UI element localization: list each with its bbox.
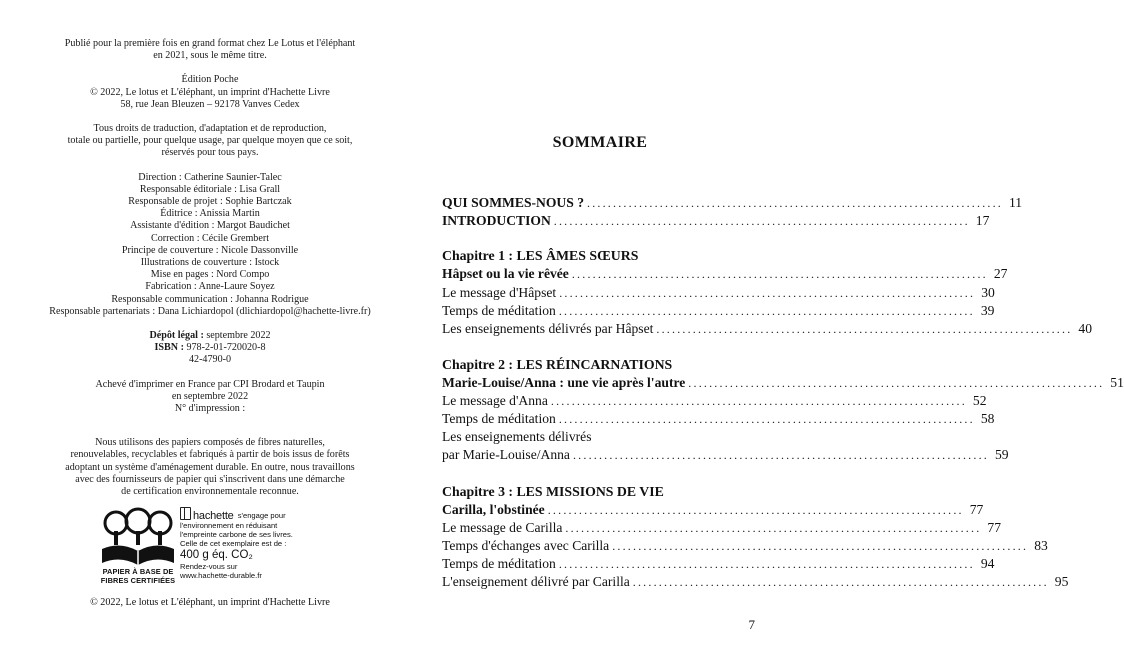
colophon [20,38,400,510]
toc-entry: Temps de méditation ................................................................................ 94 [442,556,995,571]
toc-entry: Les enseignements délivrés par Hâpset ................................................................................ 40 [442,321,1092,336]
legal-deposit: Dépôt légal : septembre 2022 ISBN : 978-2-01-720020-8 42-4790-0 [149,330,271,366]
copyright-line: © 2022, Le lotus et L'éléphant, un imprint d'Hachette Livre [90,597,330,608]
toc-entry: Le message de Carilla ................................................................................ 77 [442,520,1001,535]
toc-entry: QUI SOMMES-NOUS ? ................................................................................ 11 [442,195,1023,210]
edition-info: Édition Poche © 2022, Le lotus et L'éléphant, un imprint d'Hachette Livre 58, rue Jean Bleuzen – 92178 Vanves Cedex [90,74,330,110]
chapter-heading: Chapitre 1 : LES ÂMES SŒURS [442,248,639,263]
leader-dots: ................................................................................ [558,412,975,426]
toc-entry: L'enseignement délivré par Carilla ................................................................................ 95 [442,574,1069,589]
leader-dots: ................................................................................ [558,304,975,318]
leader-dots: ................................................................................ [587,196,1003,210]
leader-dots: ................................................................................ [612,539,1029,553]
certified-paper-icon [98,505,178,567]
chapter-heading: Chapitre 3 : LES MISSIONS DE VIE [442,484,664,499]
certified-fibers-label: PAPIER À BASE DE FIBRES CERTIFIÉES [100,567,176,585]
leader-dots: ................................................................................ [565,521,982,535]
toc-entry: Temps de méditation ................................................................................ 58 [442,411,995,426]
hachette-url: www.hachette-durable.fr [180,571,262,580]
toc-entry: Marie-Louise/Anna : une vie après l'autre ................................................................................ 51 [442,375,1124,390]
leader-dots: ................................................................................ [558,557,975,571]
leader-dots: ................................................................................ [550,394,967,408]
hachette-logo-icon [180,507,191,520]
hachette-commitment: hachette s'engage pour l'environnement en réduisant l'empreinte carbone de ses livres. Celle de cet exemplaire est de : 400 g éq. CO₂ Rendez-vous sur www.hachette-durable.fr [180,507,340,580]
leader-dots: ................................................................................ [688,376,1105,390]
leader-dots: ................................................................................ [559,286,976,300]
leader-dots: ................................................................................ [656,322,1073,336]
toc-title: SOMMAIRE [552,134,648,151]
toc-entry: Temps d'échanges avec Carilla ................................................................................ 83 [442,538,1048,553]
toc-entry: par Marie-Louise/Anna ................................................................................ 59 [442,447,1009,462]
page-number: 7 [748,617,755,632]
hachette-brand: hachette [193,510,234,522]
leader-dots: ................................................................................ [553,214,970,228]
toc-entry: Le message d'Hâpset ................................................................................ 30 [442,285,995,300]
toc-entry: Temps de méditation ................................................................................ 39 [442,303,995,318]
credits-list: Direction : Catherine Saunier-Talec Responsable éditoriale : Lisa Grall Responsable de projet : Sophie Bartczak Éditrice : Anissia Martin Assistante d'édition : Margot Baudichet Correction : Cécile Grembert Principe de couverture : Nicole Dassonville Illustrations de couverture : Istock Mise en pages : Nord Compo Fabrication : Anne-Laure Soyez Responsable communication : Johanna Rodrigue Responsable partenariats : Dana Lichiardopol (dlichiardopol@hachette-livre.fr) [49,171,371,317]
rights-notice: Tous droits de traduction, d'adaptation et de reproduction, totale ou partielle, pour quelque usage, par quelque moyen que ce soit, réservés pour tous pays. [67,123,353,159]
printing-info: Achevé d'imprimer en France par CPI Brodard et Taupin en septembre 2022 N° d'impression : [95,378,325,415]
environment-logo-block [98,505,338,595]
leader-dots: ................................................................................ [547,503,964,517]
leader-dots: ................................................................................ [571,267,988,281]
leader-dots: ................................................................................ [572,448,989,462]
toc-entry: Le message d'Anna ................................................................................ 52 [442,393,987,408]
toc-entry: Hâpset ou la vie rêvée ................................................................................ 27 [442,266,1008,281]
leader-dots: ................................................................................ [632,575,1049,589]
toc-entry: INTRODUCTION ................................................................................ 17 [442,213,990,228]
carbon-footprint: 400 g éq. CO₂ [180,549,253,561]
paper-notice: Nous utilisons des papiers composés de fibres naturelles, renouvelables, recyclables et fabriqués à partir de bois issus de forêts adoptant un système d'aménagement durable. En outre, nous travaillons avec des fournisseurs de papier qui s'inscrivent dans une démarche de certification environnementale reconnue. [65,437,355,498]
toc-entry-line: Les enseignements délivrés [442,429,592,444]
toc-entry: Carilla, l'obstinée ................................................................................ 77 [442,502,984,517]
chapter-heading: Chapitre 2 : LES RÉINCARNATIONS [442,357,673,372]
publication-note: Publié pour la première fois en grand format chez Le Lotus et l'éléphant en 2021, sous le même titre. [64,38,356,62]
